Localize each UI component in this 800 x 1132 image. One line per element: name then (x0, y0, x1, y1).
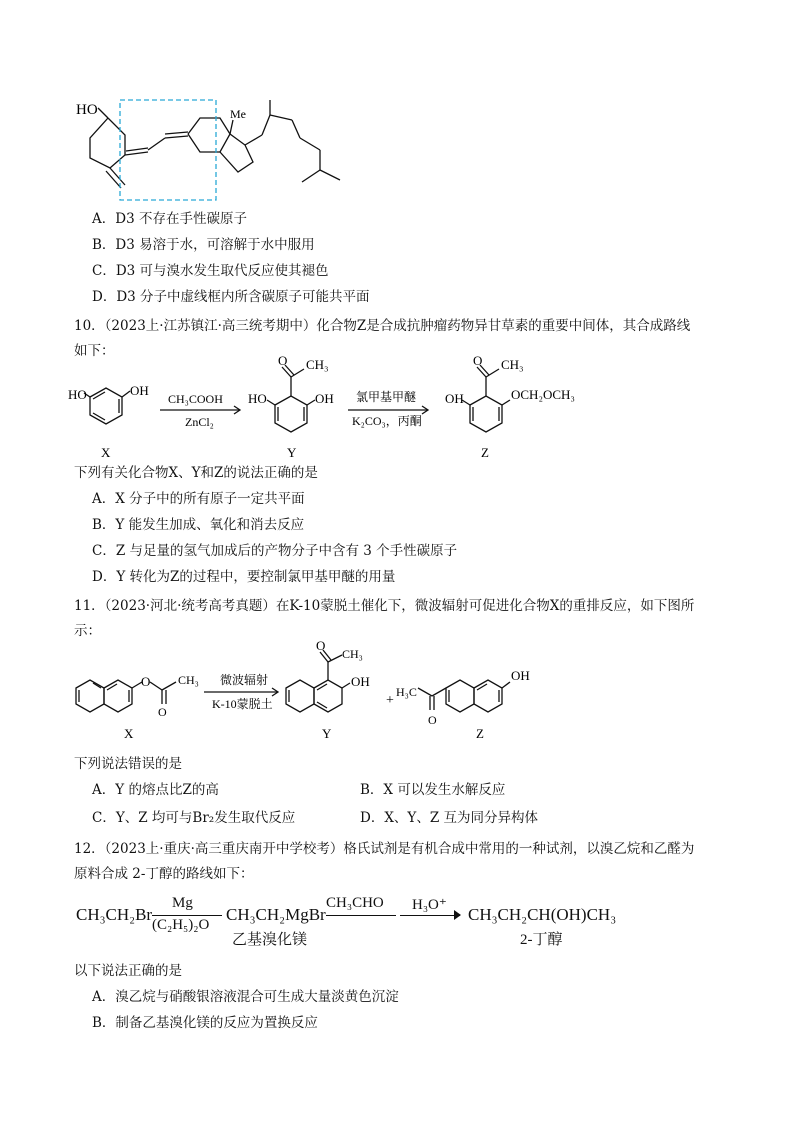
q12-stem-line2: 原料合成 2-丁醇的路线如下： (74, 866, 254, 882)
reagent-bottom: K-10蒙脱土 (212, 697, 273, 711)
q10-option-a: A．X 分子中的所有原子一定共平面 (92, 491, 305, 507)
plus-sign: + (386, 693, 394, 708)
q11-option-c: C．Y、Z 均可与Br₂发生取代反应 (92, 810, 296, 826)
q10-option-b: B．Y 能发生加成、氧化和消去反应 (92, 517, 305, 533)
y-label: Y (287, 445, 297, 460)
z-och2och3-label: OCH₂OCH₃ (511, 387, 575, 402)
reagent1-bottom: ZnCl₂ (185, 415, 214, 429)
z-label: Z (476, 726, 484, 741)
me-label: Me (230, 107, 246, 121)
arrow-head (454, 910, 461, 920)
y-o-label: O (316, 640, 326, 653)
arrow-2 (326, 915, 396, 916)
arrow-1 (152, 915, 222, 916)
reagent-top: 微波辐射 (220, 673, 269, 687)
vitamin-d3-structure (70, 90, 370, 210)
z-o-label: O (428, 713, 437, 727)
reagent2-top: 氯甲基甲醚 (356, 390, 417, 404)
q11-option-d: D．X、Y、Z 互为同分异构体 (360, 810, 539, 826)
z-oh-label: OH (445, 391, 464, 406)
q11-option-b: B．X 可以发生水解反应 (360, 782, 506, 798)
product: CH₃CH₂CH(OH)CH₃ (468, 905, 617, 924)
ho-label: HO (76, 102, 98, 118)
z-o-label: O (473, 355, 483, 368)
q10-scheme (60, 355, 620, 460)
reactant: CH₃CH₂Br (76, 905, 153, 924)
z-label: Z (481, 445, 489, 460)
x-oh-label: OH (130, 383, 149, 398)
y-ho-label: HO (248, 391, 267, 406)
x-ho-label: HO (68, 387, 87, 402)
q11-option-a: A．Y 的熔点比Z的高 (92, 782, 219, 798)
y-o-label: O (278, 355, 288, 368)
q10-option-d: D．Y 转化为Z的过程中，要控制氯甲基甲醚的用量 (92, 569, 396, 585)
reagent1-bottom: (C₂H₅)₂O (152, 917, 210, 933)
y-oh-label: OH (315, 391, 334, 406)
z-ch3-label: CH₃ (501, 357, 524, 372)
x-o2-label: O (158, 705, 167, 719)
reagent1-top: Mg (172, 895, 193, 911)
q11-stem-line2: 示： (74, 623, 101, 639)
q10-stem-line2: 如下： (74, 343, 115, 359)
z-h3c-label: H₃C (396, 685, 417, 699)
reagent2-bottom: K₂CO₃，丙酮 (352, 414, 422, 428)
q9-option-a: A．D3 不存在手性碳原子 (92, 211, 247, 227)
q10-question: 下列有关化合物X、Y和Z的说法正确的是 (74, 465, 318, 481)
q9-option-b: B．D3 易溶于水，可溶解于水中服用 (92, 237, 315, 253)
x-label: X (124, 726, 134, 741)
y-ch3-label: CH₃ (306, 357, 329, 372)
q11-stem-line1: 11．（2023·河北·统考高考真题）在K-10蒙脱土催化下，微波辐射可促进化合物X的重排反应，如下图所 (74, 598, 695, 614)
reagent1-top: CH₃COOH (168, 392, 223, 406)
q9-option-c: C．D3 可与溴水发生取代反应使其褪色 (92, 263, 329, 279)
q12-question: 以下说法正确的是 (74, 963, 182, 979)
z-oh-label: OH (511, 668, 530, 683)
x-label: X (101, 445, 111, 460)
y-oh-label: OH (351, 674, 370, 689)
intermediate-name: 乙基溴化镁 (232, 932, 308, 948)
q12-option-b: B．制备乙基溴化镁的反应为置换反应 (92, 1015, 318, 1031)
q12-option-a: A．溴乙烷与硝酸银溶液混合可生成大量淡黄色沉淀 (92, 989, 399, 1005)
q12-stem-line1: 12．（2023上·重庆·高三重庆南开中学校考）格氏试剂是有机合成中常用的一种试剂，以溴乙烷和乙醛为 (74, 841, 695, 857)
q11-question: 下列说法错误的是 (74, 756, 182, 772)
y-label: Y (322, 726, 332, 741)
intermediate: CH₃CH₂MgBr (226, 905, 326, 924)
product-name: 2-丁醇 (520, 932, 563, 948)
reagent3: H₃O⁺ (412, 897, 447, 913)
q10-option-c: C．Z 与足量的氢气加成后的产物分子中含有 3 个手性碳原子 (92, 543, 458, 559)
reagent2: CH₃CHO (326, 895, 384, 911)
x-o-label: O (141, 674, 151, 689)
q9-option-d: D．D3 分子中虚线框内所含碳原子可能共平面 (92, 289, 370, 305)
arrow-3 (400, 915, 460, 916)
q11-scheme (66, 640, 626, 745)
q10-stem-line1: 10．（2023上·江苏镇江·高三统考期中）化合物Z是合成抗肿瘤药物异甘草素的重要中间体，其合成路线 (74, 318, 691, 334)
y-ch3-label: CH₃ (342, 647, 363, 661)
x-ch3-label: CH₃ (178, 673, 199, 687)
